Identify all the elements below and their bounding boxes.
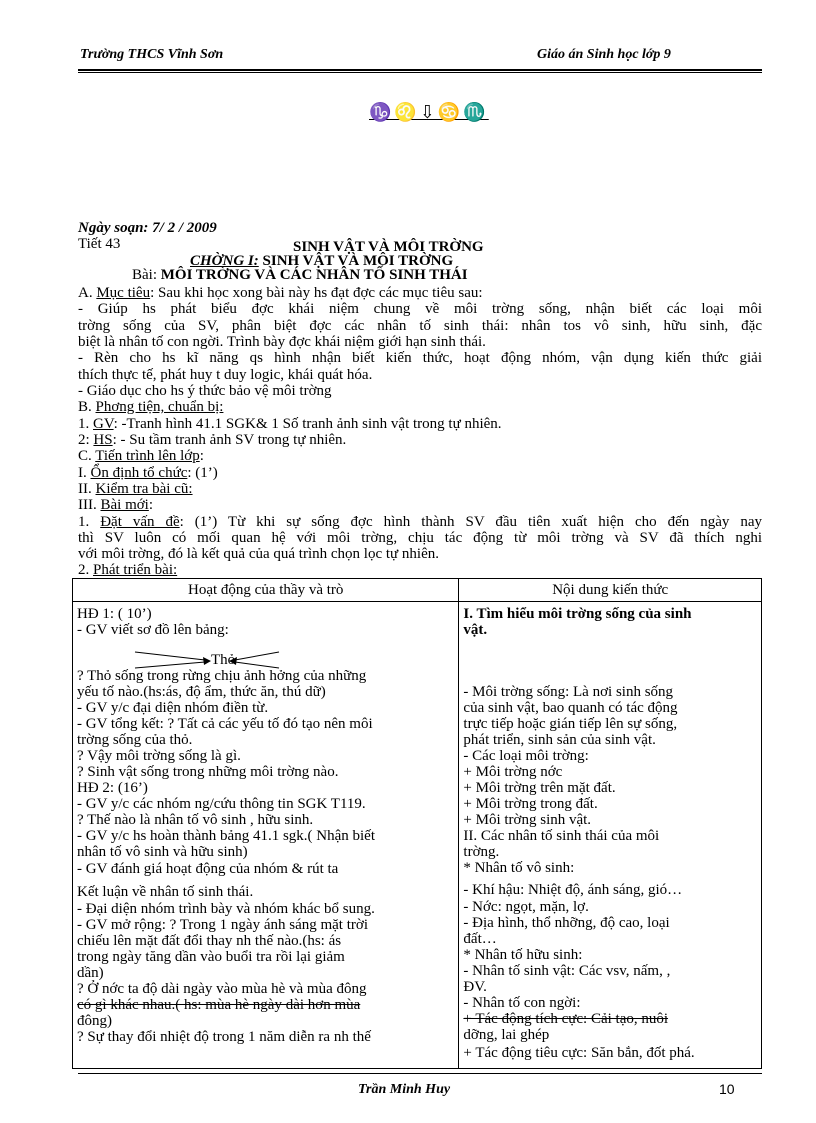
content-line: + Môi trờng trong đất.	[463, 796, 598, 812]
section-a-heading: Mục tiêu	[96, 285, 151, 301]
activity-line: trờng sống của thỏ.	[77, 732, 193, 748]
content-line: - Môi trờng sống: Là nơi sinh sống	[463, 684, 674, 700]
arrow-line	[135, 652, 205, 660]
body-line: biệt là nhân tố con ngời. Trình bày đợc khái niệm giới hạn sinh thái.	[78, 334, 486, 350]
section-b-heading: Phơng tiện, chuẩn bị:	[95, 399, 224, 415]
activity-line: - GV y/c đại diện nhóm điền từ.	[77, 700, 269, 716]
content-line: + Môi trờng sinh vật.	[463, 812, 592, 828]
rabbit-label: Thỏ	[211, 652, 236, 668]
lesson-title	[132, 268, 468, 283]
section-a-label: A.	[78, 285, 97, 301]
activity-line: dần)	[77, 965, 104, 981]
activity-line: đông)	[77, 1013, 112, 1029]
content-line: + Tác động tích cực: Cải tạo, nuôi	[463, 1011, 669, 1027]
section-a-text: : Sau khi học xong bài này hs đạt đợc các mục tiêu sau:	[150, 285, 483, 301]
section-b1-heading: GV	[93, 416, 114, 432]
period-label: Tiết 43	[78, 236, 121, 252]
activity-line: chiếu lên mặt đất đổi thay nh thế nào.(hs: ás	[77, 933, 342, 949]
section-c3-tail: :	[148, 497, 154, 513]
section-a	[78, 285, 762, 301]
section-b	[78, 399, 762, 415]
section-d1-num: 1.	[78, 514, 101, 530]
section-b2-heading: HS	[93, 432, 113, 448]
activity-line: ? Sinh vật sống trong những môi trờng nào.	[77, 764, 339, 780]
body-line: thích thực tế, phát huy t duy logic, khái quát hóa.	[78, 367, 373, 383]
section-b1-text: : -Tranh hình 41.1 SGK& 1 Số tranh ảnh sinh vật trong tự nhiên.	[113, 416, 502, 432]
section-d1-heading: Đặt vấn đề	[100, 514, 180, 530]
section-b1-num: 1.	[78, 416, 93, 432]
header-divider	[78, 69, 762, 71]
header-school: Trường THCS Vĩnh Sơn	[80, 47, 224, 62]
section-d1-text: : (1’) Từ khi sự sống đợc hình thành SV đầu tiên xuất hiện cho đến ngày nay	[179, 514, 762, 530]
section-c3-label: III.	[78, 497, 101, 513]
activity-column	[73, 602, 458, 1068]
table-cell-content	[459, 602, 762, 1069]
section-c-tail: :	[199, 448, 204, 464]
activity-line: - GV y/c các nhóm ng/cứu thông tin SGK T119.	[77, 796, 366, 812]
section-c1-text: : (1’)	[187, 465, 218, 481]
activity-line: - GV đánh giá hoạt động của nhóm & rút ta	[77, 861, 339, 877]
section-c3	[78, 497, 762, 513]
content-column	[459, 602, 761, 1068]
section-e	[78, 562, 762, 578]
activity-line: yếu tố nào.(hs:ás, độ ẩm, thức ăn, thú dữ)	[77, 684, 326, 700]
section-c2-label: II.	[78, 481, 96, 497]
section-c3-heading: Bài mới	[100, 497, 149, 513]
chapter-text: SINH VẬT VÀ MÔI TRỜNG	[258, 253, 454, 269]
content-line: dỡng, lai ghép	[463, 1027, 550, 1043]
header-divider-thin	[78, 72, 762, 73]
content-line: - Nhân tố sinh vật: Các vsv, nấm, ,	[463, 963, 671, 979]
activity-line: - Đại diện nhóm trình bày và nhóm khác bổ sung.	[77, 901, 375, 917]
activity-line: Kết luận về nhân tố sinh thái.	[77, 884, 254, 900]
body-line: trờng sống của SV, phân biệt đợc các nhân tố sinh thái: nhân tos vô sinh, hữu sinh, đặc	[78, 318, 762, 334]
activity-line: ? Vậy môi trờng sống là gì.	[77, 748, 241, 764]
content-line: + Tác động tiêu cực: Săn bắn, đốt phá.	[463, 1045, 695, 1061]
section-b-label: B.	[78, 399, 96, 415]
content-line: trực tiếp hoặc gián tiếp lên sự sống,	[463, 716, 678, 732]
content-line: vật.	[463, 622, 488, 638]
lesson-label: Bài:	[132, 267, 157, 283]
activity-line: - GV tổng kết: ? Tất cả các yếu tố đó tạo nên môi	[77, 716, 373, 732]
content-line: + Môi trờng nớc	[463, 764, 563, 780]
content-line: - Nớc: ngọt, mặn, lợ.	[463, 899, 589, 915]
section-c1-heading: Ổn định tổ chức	[90, 465, 188, 481]
content-line: ĐV.	[463, 979, 487, 995]
footer-author: Trần Minh Huy	[358, 1082, 451, 1097]
body-line: - Giúp hs phát biểu đợc khái niệm chung về môi trờng sống, nhận biết các loại môi	[78, 301, 762, 317]
activity-line: - GV viết sơ đồ lên bảng:	[77, 622, 229, 638]
body-line: - Rèn cho hs kĩ năng qs hình nhận biết kiến thức, hoạt động nhóm, vận dụng kiến thức giải	[78, 350, 762, 366]
arrow-line	[235, 652, 279, 660]
section-b2-text: : - Su tầm tranh ảnh SV trong tự nhiên.	[112, 432, 347, 448]
table-header-activity-text: Hoạt động của thầy và trò	[188, 582, 344, 598]
section-c2	[78, 481, 762, 497]
content-line: đất…	[463, 931, 497, 947]
content-line: II. Các nhân tố sinh thái của môi	[463, 828, 660, 844]
section-c1-label: I.	[78, 465, 91, 481]
activity-line: ? Ở nớc ta độ dài ngày vào mùa hè và mùa đông	[77, 981, 367, 997]
activity-line: HĐ 1: ( 10’)	[77, 606, 152, 622]
activity-line: ? Thỏ sống trong rừng chịu ảnh hởng của những	[77, 668, 367, 684]
section-b2	[78, 432, 762, 448]
decorative-symbols: ♑♌⇩♋♏	[369, 102, 489, 122]
section-e-heading: Phát triển bài:	[93, 562, 178, 578]
activity-line: ? Thế nào là nhân tố vô sinh , hữu sinh.	[77, 812, 314, 828]
page-number: 10	[719, 1081, 735, 1097]
chapter-label: CHỜNG I:	[190, 253, 259, 269]
activity-line: trong ngày tăng dần vào buổi tra rồi lại giảm	[77, 949, 345, 965]
activity-line: - GV mở rộng: ? Trong 1 ngày ánh sáng mặt trời	[77, 917, 368, 933]
content-line: I. Tìm hiểu môi trờng sống của sinh	[463, 606, 692, 622]
section-e-num: 2.	[78, 562, 93, 578]
section-b1	[78, 416, 762, 432]
section-c	[78, 448, 762, 464]
activity-line: HĐ 2: (16’)	[77, 780, 148, 796]
table-cell-activity	[73, 602, 459, 1069]
table-header-content	[459, 579, 762, 602]
arrow-head	[203, 657, 211, 665]
content-line: trờng.	[463, 844, 500, 860]
activity-line: có gì khác nhau.( hs: mùa hè ngày dài hơn mùa	[77, 997, 361, 1013]
activity-line: ? Sự thay đổi nhiệt độ trong 1 năm diễn ra nh thế	[77, 1029, 371, 1045]
content-line: - Khí hậu: Nhiệt độ, ánh sáng, gió…	[463, 882, 683, 898]
body-line: thì SV luôn có mối quan hệ với môi trờng, chịu tác động từ môi trờng và SV đã thích nghi	[78, 530, 762, 546]
content-line: * Nhân tố hữu sinh:	[463, 947, 583, 963]
footer-divider	[78, 1073, 762, 1074]
activity-table	[72, 578, 762, 1069]
content-line: của sinh vật, bao quanh có tác động	[463, 700, 678, 716]
table-header-content-text: Nội dung kiến thức	[552, 582, 669, 598]
section-b2-num: 2:	[78, 432, 94, 448]
activity-line: - GV y/c hs hoàn thành bảng 41.1 sgk.( Nhận biết	[77, 828, 376, 844]
lesson-text: MÔI TRỜNG VÀ CÁC NHÂN TỐ SINH THÁI	[157, 267, 468, 283]
body-line: - Giáo dục cho hs ý thức bảo vệ môi trờng	[78, 383, 332, 399]
date-line: Ngày soạn: 7/ 2 / 2009	[78, 220, 217, 236]
section-c2-heading: Kiểm tra bài cũ:	[95, 481, 193, 497]
activity-line: nhân tố vô sinh và hữu sinh)	[77, 844, 248, 860]
content-line: + Môi trờng trên mặt đất.	[463, 780, 616, 796]
section-c-label: C.	[78, 448, 96, 464]
content-line: phát triển, sinh sản của sinh vật.	[463, 732, 656, 748]
section-c1	[78, 465, 762, 481]
header-document: Giáo án Sinh học lớp 9	[537, 47, 671, 62]
body-line: với môi trờng, đó là kết quả của quá trình chọn lọc tự nhiên.	[78, 546, 439, 562]
content-line: * Nhân tố vô sinh:	[463, 860, 575, 876]
section-d1	[78, 514, 762, 530]
table-header-activity	[73, 579, 459, 602]
section-c-heading: Tiến trình lên lớp	[95, 448, 200, 464]
content-line: - Nhân tố con ngời:	[463, 995, 581, 1011]
content-line: - Địa hình, thổ nhỡng, độ cao, loại	[463, 915, 670, 931]
title-main: SINH VẬT VÀ MÔI TRỜNG	[293, 239, 484, 255]
content-line: - Các loại môi trờng:	[463, 748, 589, 764]
